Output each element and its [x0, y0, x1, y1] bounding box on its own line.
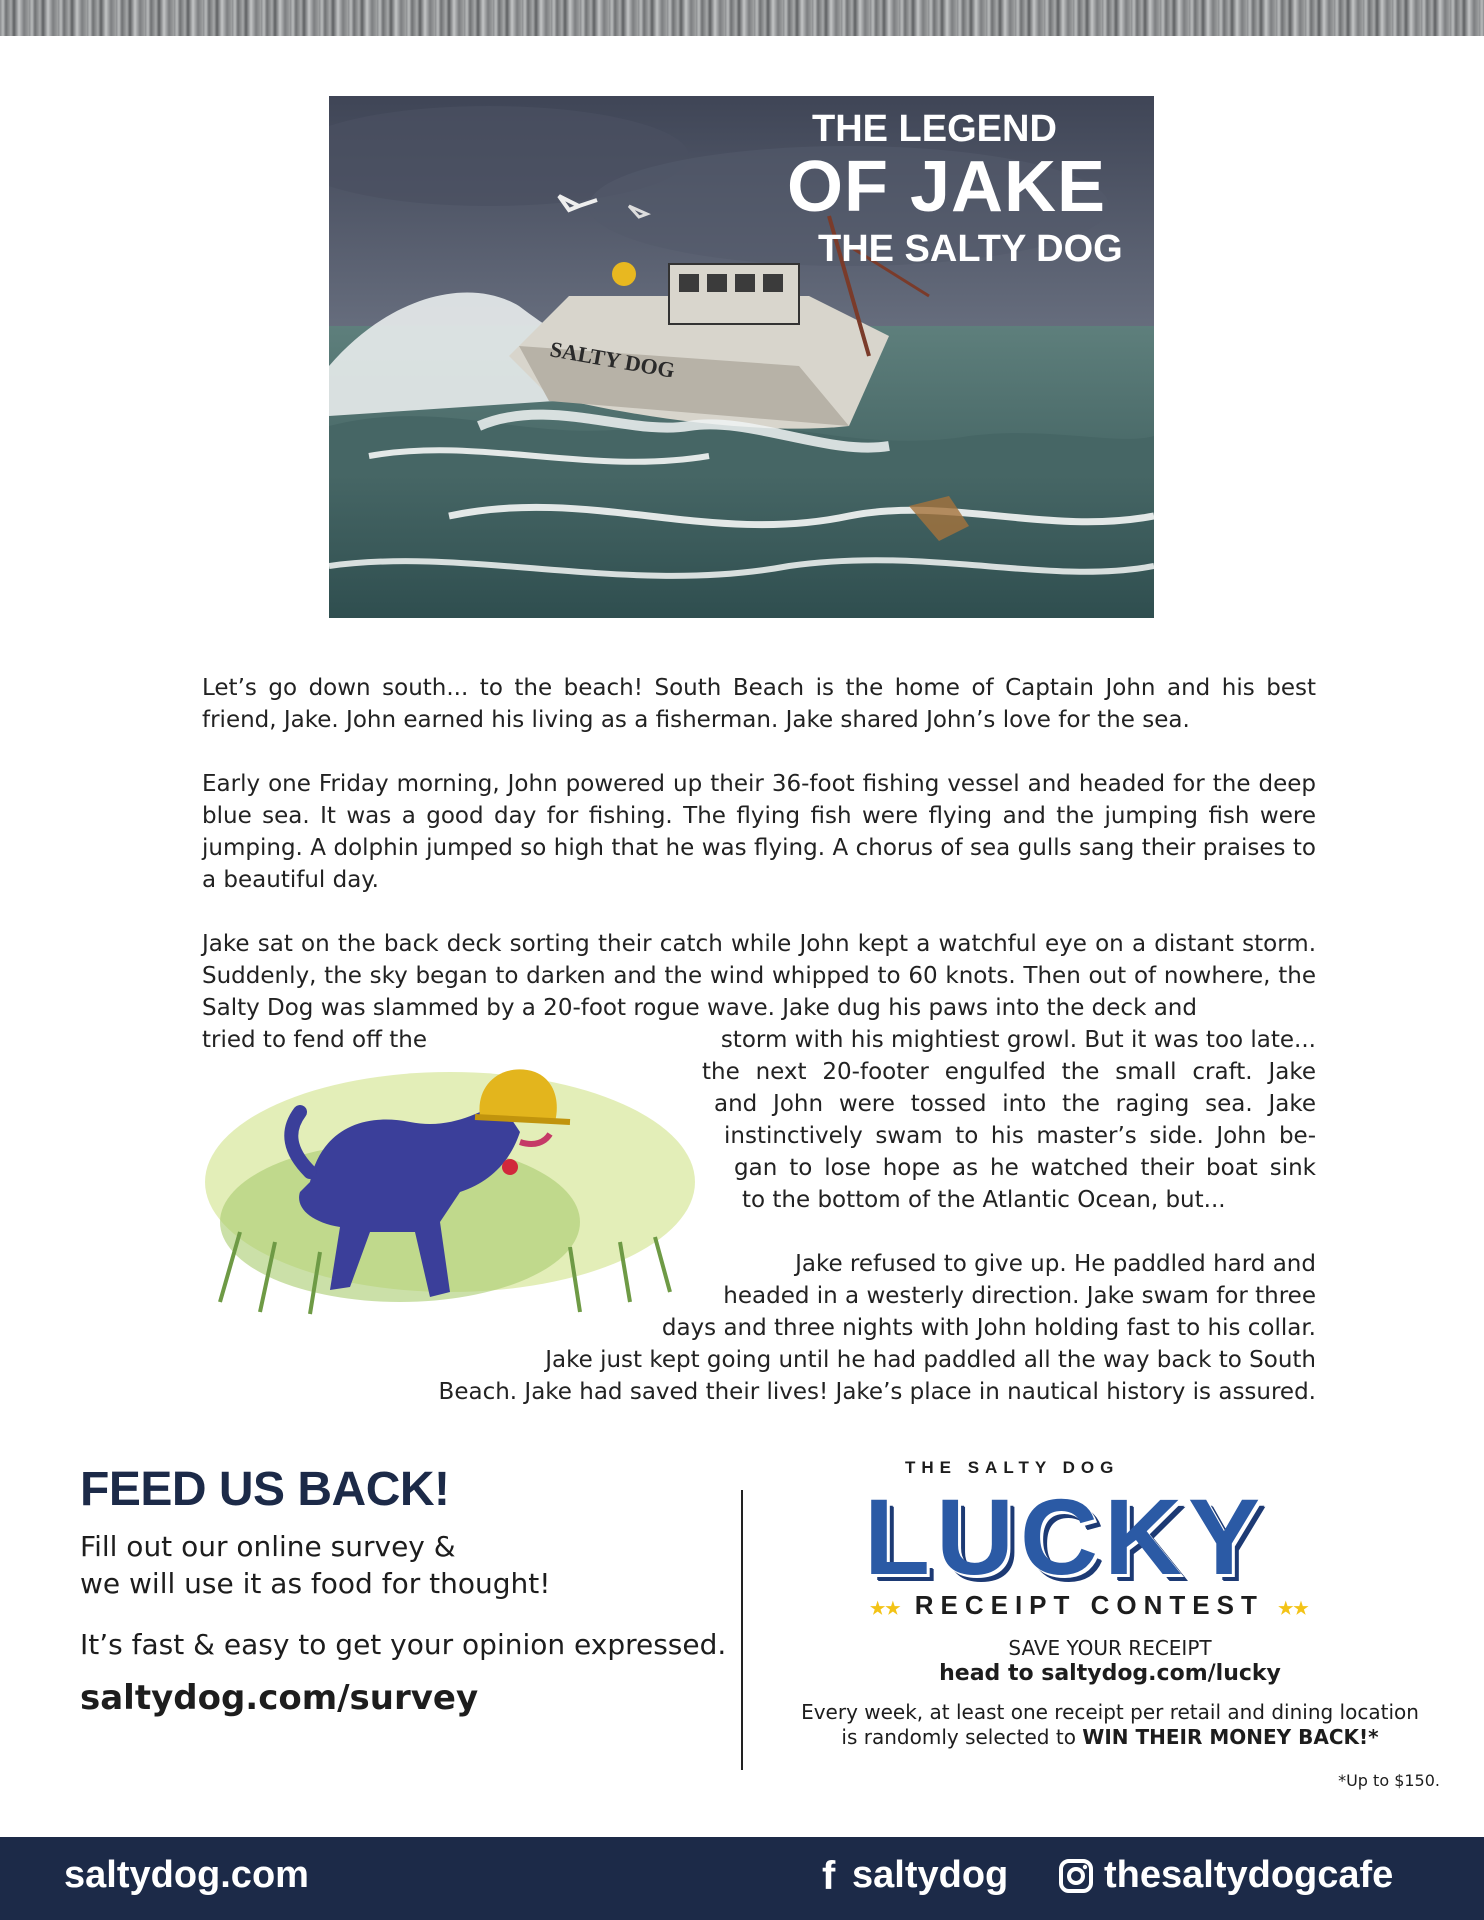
legend-title	[329, 96, 1154, 336]
story-line-9: to the bottom of the Atlantic Ocean, but...	[742, 1187, 1226, 1213]
feedback-title: FEED US BACK!	[80, 1463, 450, 1516]
hero-painting	[329, 96, 1154, 618]
star-icon: ★★	[1278, 1599, 1309, 1618]
section-divider	[741, 1490, 743, 1770]
story-paragraph-1: Let’s go down south... to the beach! South Beach is the home of Captain John and his best friend, Jake. John earned his living as a fisherman. Jake shared John’s love for the sea.	[202, 675, 1316, 733]
story-paragraph-3-top: Jake sat on the back deck sorting their catch while John kept a watchful eye on a distant storm. Suddenly, the sky began to darken and the wind whipped to 60 knots. Then out of nowhere, the Salty Dog was slammed by a 20-foot rogue wave. Jake dug his paws into the deck and	[202, 931, 1316, 1021]
save-receipt-text: SAVE YOUR RECEIPT	[1008, 1636, 1212, 1660]
story-line-4a: tried to fend off the	[202, 1027, 428, 1053]
boat-name: SALTY DOG	[548, 336, 677, 383]
wood-banner	[0, 0, 1484, 36]
survey-link[interactable]: saltydog.com/survey	[80, 1678, 479, 1718]
feedback-line-1: Fill out our online survey &	[80, 1530, 456, 1563]
lucky-top-text: THE SALTY DOG	[905, 1458, 1120, 1477]
story-p4-line-2: headed in a westerly direction. Jake swam for three	[723, 1283, 1316, 1309]
story-p4-line-5: Beach. Jake had saved their lives! Jake’s place in nautical history is assured.	[438, 1379, 1316, 1405]
lucky-wordmark: LUCKY	[864, 1476, 1266, 1597]
story-p4-line-3: days and three nights with John holding fast to his collar.	[661, 1315, 1316, 1341]
contest-description	[760, 1700, 1460, 1750]
story-line-4b: storm with his mightiest growl. But it was too late...	[720, 1027, 1316, 1053]
win-money-back: WIN THEIR MONEY BACK!*	[1082, 1725, 1379, 1749]
feedback-line-3: It’s fast & easy to get your opinion expressed.	[80, 1628, 727, 1661]
contest-desc-line-1: Every week, at least one receipt per retail and dining location	[801, 1700, 1419, 1724]
story-line-8: gan to lose hope as he watched their boat sink	[734, 1155, 1316, 1181]
story-line-7: instinctively swam to his master’s side. John be-	[724, 1123, 1316, 1149]
story-p4-line-1: Jake refused to give up. He paddled hard and	[795, 1251, 1316, 1277]
website-link[interactable]: saltydog.com	[64, 1854, 309, 1896]
story-paragraph-2: Early one Friday morning, John powered up their 36-foot fishing vessel and headed for the deep blue sea. It was a good day for fishing. The flying fish were flying and the jumping fish were jumping. A dolphin jumped so high that he was flying. A chorus of sea gulls sang their praises to a beautiful day.	[202, 771, 1316, 893]
instagram-icon	[1058, 1858, 1094, 1894]
story-line-6: and John were tossed into the raging sea. Jake	[714, 1091, 1316, 1117]
receipt-contest-label: RECEIPT CONTEST	[914, 1590, 1264, 1620]
facebook-icon: f	[822, 1854, 836, 1898]
receipt-contest	[870, 1590, 1309, 1621]
footnote: *Up to $150.	[1338, 1771, 1440, 1790]
dog-illustration	[200, 1052, 700, 1322]
story-p4-line-4: Jake just kept going until he had paddled all the way back to South	[545, 1347, 1316, 1373]
title-line-3: THE SALTY DOG	[818, 228, 1123, 270]
feedback-line-2: we will use it as food for thought!	[80, 1567, 551, 1600]
instagram-handle[interactable]: thesaltydogcafe	[1104, 1854, 1394, 1896]
lucky-link[interactable]: head to saltydog.com/lucky	[939, 1661, 1281, 1686]
contest-desc-line-2: is randomly selected to	[841, 1725, 1076, 1749]
story-line-5: the next 20-footer engulfed the small craft. Jake	[702, 1059, 1316, 1085]
star-icon: ★★	[870, 1599, 901, 1618]
title-line-1: THE LEGEND	[812, 108, 1057, 150]
facebook-handle[interactable]: saltydog	[852, 1854, 1009, 1896]
feedback-body	[80, 1528, 550, 1602]
footer-bar	[0, 1837, 1484, 1920]
title-line-2: OF JAKE	[787, 147, 1107, 227]
